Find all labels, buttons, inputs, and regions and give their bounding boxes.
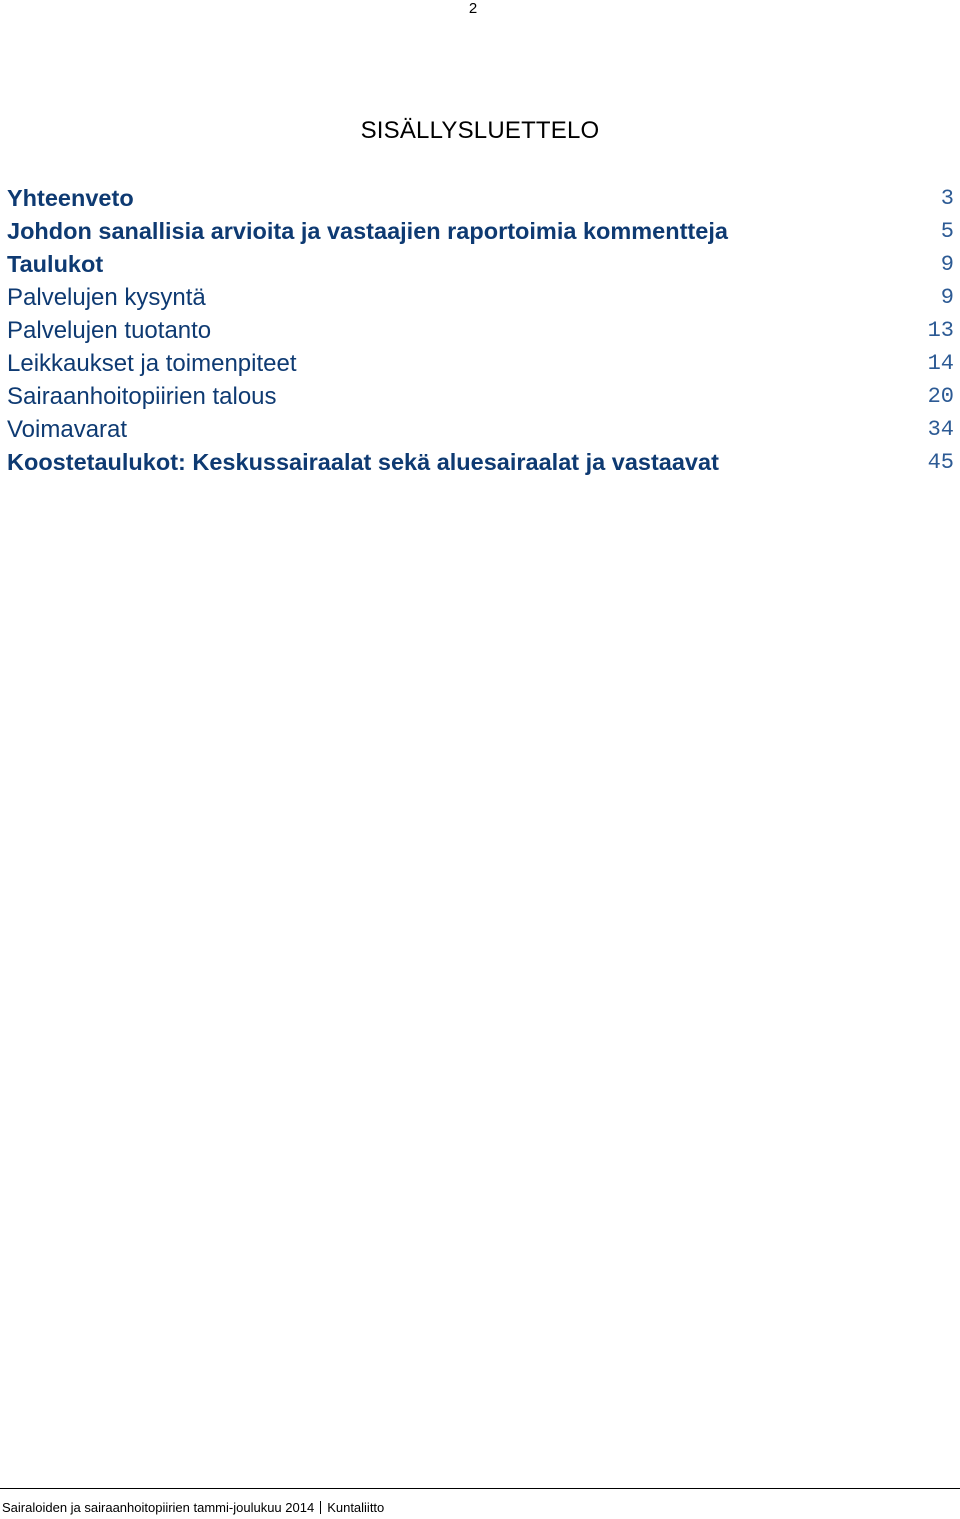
toc-entry-page: 20 <box>927 384 954 409</box>
toc-entry-page: 34 <box>927 417 954 442</box>
toc-entry-label: Koostetaulukot: Keskussairaalat sekä aluesairaalat ja vastaavat <box>7 449 719 475</box>
toc-row-palvelujen-tuotanto[interactable] <box>7 314 954 347</box>
toc-title: SISÄLLYSLUETTELO <box>360 117 600 144</box>
toc-entry-label: Voimavarat <box>7 415 128 443</box>
toc-row-palvelujen-kysynta[interactable] <box>7 281 954 314</box>
toc-entry-label: Palvelujen kysyntä <box>7 283 206 311</box>
toc-entry-label: Sairaanhoitopiirien talous <box>7 382 277 410</box>
toc-entry-page: 13 <box>927 318 954 343</box>
toc-entry-page: 9 <box>940 285 954 310</box>
footer-publisher: Kuntaliitto <box>327 1500 385 1515</box>
toc-entry-label: Palvelujen tuotanto <box>7 316 212 344</box>
toc-entry-page: 9 <box>940 252 954 277</box>
footer-report-title: Sairaloiden ja sairaanhoitopiirien tammi-joulukuu 2014 <box>2 1500 315 1515</box>
table-of-contents <box>7 182 954 479</box>
toc-entry-page: 45 <box>927 450 954 475</box>
toc-row-talous[interactable] <box>7 380 954 413</box>
toc-entry-page: 5 <box>940 219 954 244</box>
toc-row-leikkaukset[interactable] <box>7 347 954 380</box>
toc-row-johdon-arvioita[interactable] <box>7 215 954 248</box>
toc-row-yhteenveto[interactable] <box>7 182 954 215</box>
page-number: 2 <box>468 0 478 17</box>
toc-entry-page: 14 <box>927 351 954 376</box>
toc-entry-label: Johdon sanallisia arvioita ja vastaajien raportoimia kommentteja <box>7 218 728 244</box>
toc-entry-label: Taulukot <box>7 251 104 277</box>
toc-row-taulukot[interactable] <box>7 248 954 281</box>
toc-entry-page: 3 <box>940 186 954 211</box>
toc-row-koostetaulukot[interactable] <box>7 446 954 479</box>
toc-entry-label: Leikkaukset ja toimenpiteet <box>7 349 297 377</box>
page-footer <box>2 1500 384 1516</box>
footer-divider <box>0 1488 960 1489</box>
toc-entry-label: Yhteenveto <box>7 185 134 211</box>
toc-row-voimavarat[interactable] <box>7 413 954 446</box>
footer-separator <box>320 1501 321 1514</box>
